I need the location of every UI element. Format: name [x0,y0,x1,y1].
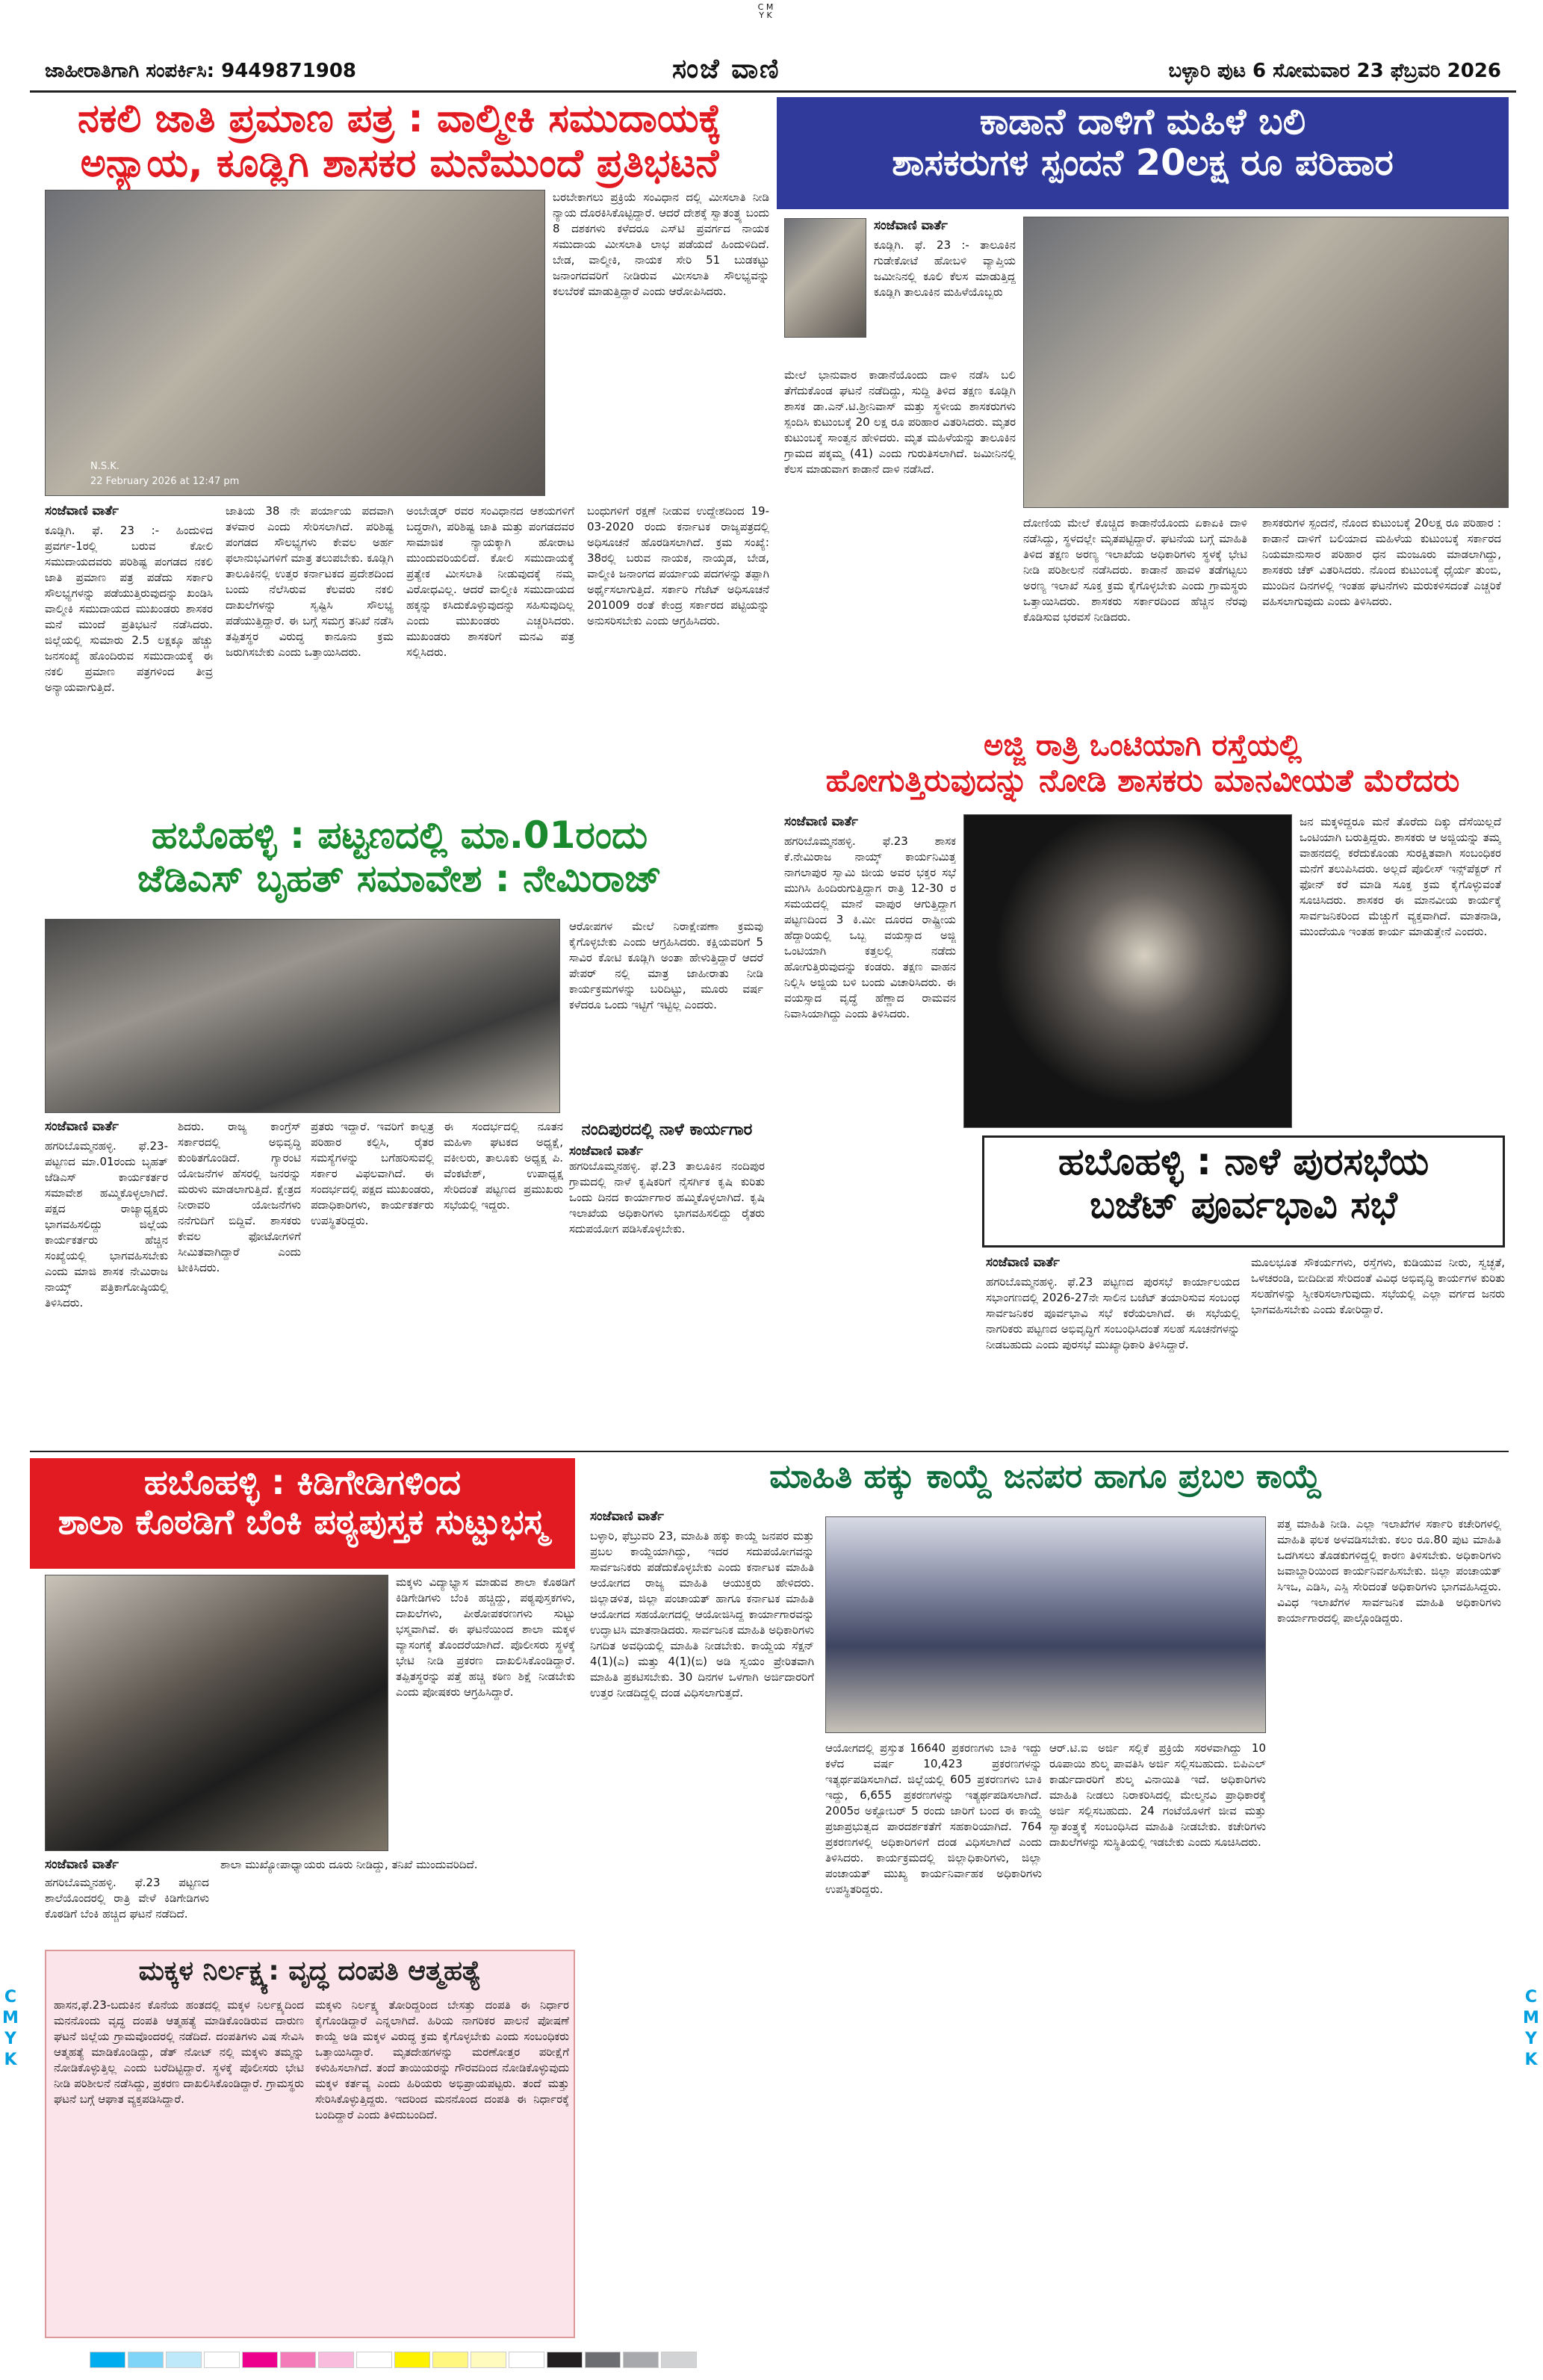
story2-headline-line1: ಕಾಡಾನೆ ದಾಳಿಗೆ ಮಹಿಳೆ ಬಲಿ [979,101,1306,143]
story6-headline-line2: ಬಜೆಟ್ ಪೂರ್ವಭಾವಿ ಸಭೆ [1090,1183,1397,1227]
story7-headline-line2: ಶಾಲಾ ಕೊಠಡಿಗೆ ಬೆಂಕಿ ಪಠ್ಯಪುಸ್ತಕ ಸುಟ್ಟುಭಸ್ಮ [58,1501,547,1542]
story8-text-col3: ಆರ್.ಟಿ.ಐ ಅರ್ಜಿ ಸಲ್ಲಿಕೆ ಪ್ರಕ್ರಿಯೆ ಸರಳವಾಗಿದ್ದು 10 ರೂಪಾಯಿ ಶುಲ್ಕ ಪಾವತಿಸಿ ಅರ್ಜಿ ಸಲ್ಲಿಸಬಹುದು. ಬಿಪಿಎಲ್ ಕಾರ್ಡುದಾರರಿಗೆ ಶುಲ್ಕ ವಿನಾಯಿತಿ ಇದೆ. ಅಧಿಕಾರಿಗಳು ಮಾಹಿತಿ ನೀಡಲು ನಿರಾಕರಿಸಿದಲ್ಲಿ ಮೇಲ್ಮನವಿ ಪ್ರಾಧಿಕಾರಕ್ಕೆ ಅರ್ಜಿ ಸಲ್ಲಿಸಬಹುದು. 24 ಗಂಟೆಯೊಳಗೆ ಜೀವ ಮತ್ತು ಸ್ವಾತಂತ್ರ್ಯಕ್ಕೆ ಸಂಬಂಧಿಸಿದ ಮಾಹಿತಿ ನೀಡಬೇಕು. ಕಚೇರಿಗಳು ದಾಖಲೆಗಳನ್ನು ಸುಸ್ಥಿತಿಯಲ್ಲಿ ಇಡಬೇಕು ಎಂದು ಸೂಚಿಸಿದರು. [1049,1741,1266,1849]
color-swatch [661,2352,697,2368]
story6-headline-box [982,1135,1505,1248]
color-swatch [623,2352,659,2368]
masthead [30,54,1516,93]
story2-photo [1023,217,1509,508]
story9-box [45,1950,575,2338]
color-calibration-bar [90,2350,702,2370]
color-swatch [356,2352,392,2368]
story1-headline-line1: ನಕಲಿ ಜಾತಿ ಪ್ರಮಾಣ ಪತ್ರ : ವಾಲ್ಮೀಕಿ ಸಮುದಾಯಕ್ಕೆ [78,96,721,141]
story5-byline: ಸಂಜೆವಾಣಿ ವಾರ್ತೆ [569,1144,643,1159]
story4-text-right: ಆರೋಪಗಳ ಮೇಲೆ ನಿರಾಕ್ಷೇಪಣಾ ಕ್ರಮವು ಕೈಗೊಳ್ಳಬೇಕು ಎಂದು ಆಗ್ರಹಿಸಿದರು. ಕಕ್ಷಿಯವರಿಗೆ 5 ಸಾವಿರ ಕೋಟಿ ಕೂಡ್ಲಿಗಿ ಅಂತಾ ಹೇಳುತ್ತಿದ್ದಾರೆ ಆದರೆ ಪೇಪರ್ ನಲ್ಲಿ ಮಾತ್ರ ಜಾಹೀರಾತು ನೀಡಿ ಕಾರ್ಯಕ್ರಮಗಳನ್ನು ಬರಿದಿಟ್ಟು, ಮೂರು ವರ್ಷ ಕಳೆದರೂ ಒಂದು ಇಟ್ಟಿಗೆ ಇಟ್ಟಿಲ್ಲ ಎಂದರು. [569,920,763,1011]
story4-byline: ಸಂಜೆವಾಣಿ ವಾರ್ತೆ [45,1119,119,1134]
story8-text-col2: ಆಯೋಗದಲ್ಲಿ ಪ್ರಸ್ತುತ 16640 ಪ್ರಕರಣಗಳು ಬಾಕಿ ಇದ್ದು ಕಳೆದ ವರ್ಷ 10,423 ಪ್ರಕರಣಗಳನ್ನು ಇತ್ಯರ್ಥಪಡಿಸಲಾಗಿದೆ. ಜಿಲ್ಲೆಯಲ್ಲಿ 605 ಪ್ರಕರಣಗಳು ಬಾಕಿ ಇದ್ದು, 6,655 ಪ್ರಕರಣಗಳನ್ನು ಇತ್ಯರ್ಥಪಡಿಸಲಾಗಿದೆ. 2005ರ ಅಕ್ಟೋಬರ್ 5 ರಂದು ಜಾರಿಗೆ ಬಂದ ಈ ಕಾಯ್ದೆ ಪ್ರಜಾಪ್ರಭುತ್ವದ ಪಾರದರ್ಶಕತೆಗೆ ಸಹಕಾರಿಯಾಗಿದೆ. 764 ಪ್ರಕರಣಗಳಲ್ಲಿ ಅಧಿಕಾರಿಗಳಿಗೆ ದಂಡ ವಿಧಿಸಲಾಗಿದೆ ಎಂದು ತಿಳಿಸಿದರು. ಕಾರ್ಯಕ್ರಮದಲ್ಲಿ ಜಿಲ್ಲಾಧಿಕಾರಿಗಳು, ಜಿಲ್ಲಾ ಪಂಚಾಯತ್ ಮುಖ್ಯ ಕಾರ್ಯನಿರ್ವಾಹಕ ಅಧಿಕಾರಿಗಳು ಉಪಸ್ಥಿತರಿದ್ದರು. [825,1741,1042,1896]
story3-headline-line1: ಅಜ್ಜಿ ರಾತ್ರಿ ಒಂಟಿಯಾಗಿ ರಸ್ತೆಯಲ್ಲಿ [984,728,1302,763]
story5-headline: ನಂದಿಪುರದಲ್ಲಿ ನಾಳೆ ಕಾರ್ಯಗಾರ [581,1121,753,1139]
story2-text-top: ಕೂಡ್ಲಿಗಿ. ಫೆ. 23 :- ತಾಲೂಕಿನ ಗುಡೇಕೋಟೆ ಹೋಬಳಿ ವ್ಯಾಪ್ತಿಯ ಜಮೀನಿನಲ್ಲಿ ಕೂಲಿ ಕೆಲಸ ಮಾಡುತ್ತಿದ್ದ ಕೂಡ್ಲಿಗಿ ತಾಲೂಕಿನ ಮಹಿಳೆಯೊಬ್ಬರು [874,238,1016,299]
story7-headline-line1: ಹಬೊಹಳ್ಳಿ : ಕಿಡಿಗೇಡಿಗಳಿಂದ [143,1462,462,1502]
story4-text-col4: ಈ ಸಂದರ್ಭದಲ್ಲಿ ನೂತನ ಮಹಿಳಾ ಘಟಕದ ಅಧ್ಯಕ್ಷೆ, ವಕೀಲರು, ತಾಲೂಕು ಅಧ್ಯಕ್ಷ ಪಿ. ವೆಂಕಟೇಶ್, ಉಪಾಧ್ಯಕ್ಷ ಸೇರಿದಂತೆ ಪಟ್ಟಣದ ಪ್ರಮುಖರು ಸಭೆಯಲ್ಲಿ ಇದ್ದರು. [444,1120,563,1212]
story4-headline-line1: ಹಬೊಹಳ್ಳಿ : ಪಟ್ಟಣದಲ್ಲಿ ಮಾ.01ರಂದು [151,814,648,857]
story4-text-col1: ಹಗರಿಬೊಮ್ಮನಹಳ್ಳಿ. ಫೆ.23- ಪಟ್ಟಣದ ಮಾ.01ರಂದು ಬೃಹತ್ ಜೆಡಿಎಸ್ ಕಾರ್ಯಕರ್ತರ ಸಮಾವೇಶ ಹಮ್ಮಿಕೊಳ್ಳಲಾಗಿದೆ. ಪಕ್ಷದ ರಾಜ್ಯಾಧ್ಯಕ್ಷರು ಭಾಗವಹಿಸಲಿದ್ದು ಜಿಲ್ಲೆಯ ಕಾರ್ಯಕರ್ತರು ಹೆಚ್ಚಿನ ಸಂಖ್ಯೆಯಲ್ಲಿ ಭಾಗವಹಿಸಬೇಕು ಎಂದು ಮಾಜಿ ಶಾಸಕ ನೇಮಿರಾಜ ನಾಯ್ಕ್ ಪತ್ರಿಕಾಗೋಷ್ಠಿಯಲ್ಲಿ ತಿಳಿಸಿದರು. [45,1139,168,1310]
story6-text-col1: ಹಗರಿಬೊಮ್ಮನಹಳ್ಳಿ. ಫೆ.23 ಪಟ್ಟಣದ ಪುರಸಭೆ ಕಾರ್ಯಾಲಯದ ಸಭಾಂಗಣದಲ್ಲಿ 2026-27ನೇ ಸಾಲಿನ ಬಜೆಟ್ ತಯಾರಿಸುವ ಸಂಬಂಧ ಸಾರ್ವಜನಿಕರ ಪೂರ್ವಭಾವಿ ಸಭೆ ಕರೆಯಲಾಗಿದೆ. ಈ ಸಭೆಯಲ್ಲಿ ನಾಗರಿಕರು ಪಟ್ಟಣದ ಅಭಿವೃದ್ಧಿಗೆ ಸಂಬಂಧಿಸಿದಂತೆ ಸಲಹೆ ಸೂಚನೆಗಳನ್ನು ನೀಡಬಹುದು ಎಂದು ಪುರಸಭೆ ಮುಖ್ಯಾಧಿಕಾರಿ ತಿಳಿಸಿದ್ದಾರೆ. [986,1275,1240,1351]
story9-headline: ಮಕ್ಕಳ ನಿರ್ಲಕ್ಷ್ಯ: ವೃದ್ಧ ದಂಪತಿ ಆತ್ಮಹತ್ಯೆ [138,1956,482,1986]
story1-photo-caption1: N.S.K. [90,461,119,472]
color-swatch [90,2352,125,2368]
story4-text-col2: ಶಿದರು. ರಾಜ್ಯ ಕಾಂಗ್ರೆಸ್ ಸರ್ಕಾರದಲ್ಲಿ ಅಭಿವೃದ್ಧಿ ಕುಂಠಿತಗೊಂಡಿದೆ. ಗ್ಯಾರಂಟಿ ಯೋಜನೆಗಳ ಹೆಸರಲ್ಲಿ ಜನರನ್ನು ಮರುಳು ಮಾಡಲಾಗುತ್ತಿದೆ. ಕ್ಷೇತ್ರದ ನೀರಾವರಿ ಯೋಜನೆಗಳು ನನೆಗುದಿಗೆ ಬಿದ್ದಿವೆ. ಶಾಸಕರು ಕೇವಲ ಫೋಟೋಗಳಿಗೆ ಸೀಮಿತವಾಗಿದ್ದಾರೆ ಎಂದು ಟೀಕಿಸಿದರು. [178,1120,301,1274]
story3-byline: ಸಂಜೆವಾಣಿ ವಾರ್ತೆ [784,814,858,829]
story1-text-col4: ಬಂಧುಗಳಿಗೆ ರಕ್ಷಣೆ ನೀಡುವ ಉದ್ದೇಶದಿಂದ 19-03-2020 ರಂದು ಕರ್ನಾಟಕ ರಾಜ್ಯಪತ್ರದಲ್ಲಿ ಅಧಿಸೂಚನೆ ಹೊರಡಿಸಲಾಗಿದೆ. ಕ್ರಮ ಸಂಖ್ಯೆ: 38ರಲ್ಲಿ ಬರುವ ನಾಯಕ, ನಾಯ್ಕಡ, ಬೇಡ, ವಾಲ್ಮೀಕಿ ಜನಾಂಗದ ಪರ್ಯಾಯ ಪದಗಳನ್ನು ತಪ್ಪಾಗಿ ಅರ್ಥೈಸಲಾಗುತ್ತಿದೆ. ಸರ್ಕಾರಿ ಗೆಜೆಟ್ ಅಧಿಸೂಚನೆ 201009 ರಂತೆ ಕೇಂದ್ರ ಸರ್ಕಾರದ ಪಟ್ಟಿಯನ್ನು ಅನುಸರಿಸಬೇಕು ಎಂದು ಆಗ್ರಹಿಸಿದರು. [587,504,769,627]
color-swatch [280,2352,316,2368]
story1-text-right: ಬರಬೇಕಾಗಲು ಪ್ರಕ್ರಿಯೆ ಸಂವಿಧಾನ ದಲ್ಲಿ ಮೀಸಲಾತಿ ನೀಡಿ ನ್ಯಾಯ ದೊರಕಿಸಿಕೊಟ್ಟಿದ್ದಾರೆ. ಆದರೆ ದೇಶಕ್ಕೆ ಸ್ವಾತಂತ್ರ್ಯ ಬಂದು 8 ದಶಕಗಳು ಕಳೆದರೂ ಎಸ್‌ಟಿ ಪ್ರವರ್ಗದ ನಾಯಕ ಸಮುದಾಯ ಮೀಸಲಾತಿ ಲಾಭ ಪಡೆಯದೆ ಹಿಂದುಳಿದಿದೆ. ಬೇಡ, ವಾಲ್ಮೀಕಿ, ನಾಯಕ ಸೇರಿ 51 ಬುಡಕಟ್ಟು ಜನಾಂಗದವರಿಗೆ ನೀಡಿರುವ ಮೀಸಲಾತಿ ಸೌಲಭ್ಯವನ್ನು ಕಲಬೆರಕೆ ಮಾಡುತ್ತಿದ್ದಾರೆ ಎಂದು ಆರೋಪಿಸಿದರು. [553,190,769,298]
registration-mark-left: C M Y K [2,1988,19,2069]
story1-photo [45,190,545,496]
story2-text-col2: ದೋಣಿಯ ಮೇಲೆ ಕೊಚ್ಚಿದ ಕಾಡಾನೆಯೊಂದು ಏಕಾಏಕಿ ದಾಳಿ ನಡೆಸಿದ್ದು, ಸ್ಥಳದಲ್ಲೇ ಮೃತಪಟ್ಟಿದ್ದಾರೆ. ಘಟನೆಯ ಬಗ್ಗೆ ಮಾಹಿತಿ ತಿಳಿದ ತಕ್ಷಣ ಅರಣ್ಯ ಇಲಾಖೆಯ ಅಧಿಕಾರಿಗಳು ಸ್ಥಳಕ್ಕೆ ಭೇಟಿ ನೀಡಿ ಪರಿಶೀಲನೆ ನಡೆಸಿದರು. ಕಾಡಾನೆ ಹಾವಳಿ ತಡೆಗಟ್ಟಲು ಅರಣ್ಯ ಇಲಾಖೆ ಸೂಕ್ತ ಕ್ರಮ ಕೈಗೊಳ್ಳಬೇಕು ಎಂದು ಗ್ರಾಮಸ್ಥರು ಒತ್ತಾಯಿಸಿದರು. ಶಾಸಕರು ಸರ್ಕಾರದಿಂದ ಹೆಚ್ಚಿನ ನೆರವು ಕೊಡಿಸುವ ಭರವಸೆ ನೀಡಿದರು. [1023,516,1247,624]
story1-byline: ಸಂಜೆವಾಣಿ ವಾರ್ತೆ [45,503,119,518]
color-swatch [242,2352,278,2368]
color-swatch [547,2352,583,2368]
story7-text-col1: ಹಗರಿಬೊಮ್ಮನಹಳ್ಳಿ. ಫೆ.23 ಪಟ್ಟಣದ ಶಾಲೆಯೊಂದರಲ್ಲಿ ರಾತ್ರಿ ವೇಳೆ ಕಿಡಿಗೇಡಿಗಳು ಕೊಠಡಿಗೆ ಬೆಂಕಿ ಹಚ್ಚಿದ ಘಟನೆ ನಡೆದಿದೆ. [45,1876,209,1921]
story3-text-col2: ಜನ ಮಕ್ಕಳಿದ್ದರೂ ಮನೆ ತೊರೆದು ದಿಕ್ಕು ದೆಸೆಯಿಲ್ಲದೆ ಒಂಟಿಯಾಗಿ ಬರುತ್ತಿದ್ದರು. ಶಾಸಕರು ಆ ಅಜ್ಜಿಯನ್ನು ತಮ್ಮ ವಾಹನದಲ್ಲಿ ಕರೆದುಕೊಂಡು ಸುರಕ್ಷಿತವಾಗಿ ಸಂಬಂಧಿಕರ ಮನೆಗೆ ತಲುಪಿಸಿದರು. ಅಲ್ಲದೆ ಪೊಲೀಸ್ ಇನ್ಸ್‌ಪೆಕ್ಟರ್ ಗೆ ಫೋನ್ ಕರೆ ಮಾಡಿ ಸೂಕ್ತ ಕ್ರಮ ಕೈಗೊಳ್ಳುವಂತೆ ಸೂಚಿಸಿದರು. ಶಾಸಕರ ಈ ಮಾನವೀಯ ಕಾರ್ಯಕ್ಕೆ ಸಾರ್ವಜನಿಕರಿಂದ ಮೆಚ್ಚುಗೆ ವ್ಯಕ್ತವಾಗಿದೆ. ಮಾತನಾಡಿ, ಮುಂದೆಯೂ ಇಂತಹ ಕಾರ್ಯ ಮಾಡುತ್ತೇನೆ ಎಂದರು. [1300,815,1501,938]
color-swatch [394,2352,430,2368]
story8-text-col4: ಪತ್ತ ಮಾಹಿತಿ ನೀಡಿ. ಎಲ್ಲಾ ಇಲಾಖೆಗಳ ಸರ್ಕಾರಿ ಕಚೇರಿಗಳಲ್ಲಿ ಮಾಹಿತಿ ಫಲಕ ಅಳವಡಿಸಬೇಕು. ಕಲಂ ರೂ.80 ಪುಟ ಮಾಹಿತಿ ಒದಗಿಸಲು ತೊಡಕುಗಳಿದ್ದಲ್ಲಿ ಕಾರಣ ತಿಳಿಸಬೇಕು. ಅಧಿಕಾರಿಗಳು ಜವಾಬ್ದಾರಿಯಿಂದ ಕಾರ್ಯನಿರ್ವಹಿಸಬೇಕು. ಜಿಲ್ಲಾ ಪಂಚಾಯತ್ ಸಿಇಒ, ಎಡಿಸಿ, ಎಸ್ಪಿ ಸೇರಿದಂತೆ ಅಧಿಕಾರಿಗಳು ಭಾಗವಹಿಸಿದ್ದರು. ವಿವಿಧ ಇಲಾಖೆಗಳ ಸಾರ್ವಜನಿಕ ಮಾಹಿತಿ ಅಧಿಕಾರಿಗಳು ಕಾರ್ಯಾಗಾರದಲ್ಲಿ ಪಾಲ್ಗೊಂಡಿದ್ದರು. [1277,1517,1501,1625]
story4-photo [45,919,560,1113]
story3-headline-block [777,728,1509,811]
story5-block [569,1121,765,1442]
story8-byline: ಸಂಜೆವಾಣಿ ವಾರ್ತೆ [590,1509,664,1524]
story2-victim-photo [784,218,866,338]
story1-text-col2: ಜಾತಿಯ 38 ನೇ ಪರ್ಯಾಯ ಪದವಾಗಿ ತಳವಾರ ಎಂದು ಸೇರಿಸಲಾಗಿದೆ. ಪರಿಶಿಷ್ಟ ಪಂಗಡದ ಸೌಲಭ್ಯಗಳು ಕೇವಲ ಅರ್ಹ ಫಲಾನುಭವಿಗಳಿಗೆ ಮಾತ್ರ ತಲುಪಬೇಕು. ಕೂಡ್ಲಿಗಿ ತಾಲೂಕಿನಲ್ಲಿ ಉತ್ತರ ಕರ್ನಾಟಕದ ಪ್ರದೇಶದಿಂದ ಬಂದು ನೆಲೆಸಿರುವ ಕೆಲವರು ನಕಲಿ ದಾಖಲೆಗಳನ್ನು ಸೃಷ್ಟಿಸಿ ಸೌಲಭ್ಯ ಪಡೆಯುತ್ತಿದ್ದಾರೆ. ಈ ಬಗ್ಗೆ ಸಮಗ್ರ ತನಿಖೆ ನಡೆಸಿ ತಪ್ಪಿತಸ್ಥರ ವಿರುದ್ಧ ಕಾನೂನು ಕ್ರಮ ಜರುಗಿಸಬೇಕು ಎಂದು ಒತ್ತಾಯಿಸಿದರು. [226,504,394,659]
story8-headline-block [583,1458,1509,1503]
story4-text-col3: ಪ್ರತರು ಇದ್ದಾರೆ. ಇವರಿಗೆ ಕಾಲ್ಪತ್ರ ಪರಿಹಾರ ಕಲ್ಪಿಸಿ, ರೈತರ ಸಮಸ್ಯೆಗಳನ್ನು ಬಗೆಹರಿಸುವಲ್ಲಿ ಸರ್ಕಾರ ವಿಫಲವಾಗಿದೆ. ಈ ಸಂದರ್ಭದಲ್ಲಿ ಪಕ್ಷದ ಮುಖಂಡರು, ಪದಾಧಿಕಾರಿಗಳು, ಕಾರ್ಯಕರ್ತರು ಉಪಸ್ಥಿತರಿದ್ದರು. [311,1120,434,1227]
story7-headline-box [30,1458,575,1569]
registration-mark-right: C M Y K [1523,1988,1539,2069]
story4-headline-block [30,814,769,911]
story7-photo [45,1575,388,1851]
edition-info: ಬಳ್ಳಾರಿ ಪುಟ 6 ಸೋಮವಾರ 23 ಫೆಬ್ರವರಿ 2026 [1168,60,1501,82]
story-fake-caste-certificate [30,97,769,844]
story2-byline: ಸಂಜೆವಾಣಿ ವಾರ್ತೆ [874,218,948,233]
story2-headline-box [777,97,1509,209]
story8-photo [825,1516,1266,1733]
story1-text-col3: ಅಂಬೇಡ್ಕರ್ ರವರ ಸಂವಿಧಾನದ ಆಶಯಗಳಿಗೆ ಬದ್ಧರಾಗಿ, ಪರಿಶಿಷ್ಟ ಜಾತಿ ಮತ್ತು ಪಂಗಡದವರ ಸಾಮಾಜಿಕ ನ್ಯಾಯಕ್ಕಾಗಿ ಹೋರಾಟ ಮುಂದುವರಿಯಲಿದೆ. ಕೋಲಿ ಸಮುದಾಯಕ್ಕೆ ಪ್ರತ್ಯೇಕ ಮೀಸಲಾತಿ ನೀಡುವುದಕ್ಕೆ ನಮ್ಮ ವಿರೋಧವಿಲ್ಲ. ಆದರೆ ವಾಲ್ಮೀಕಿ ಸಮುದಾಯದ ಹಕ್ಕನ್ನು ಕಸಿದುಕೊಳ್ಳುವುದನ್ನು ಸಹಿಸುವುದಿಲ್ಲ ಎಂದು ಮುಖಂಡರು ಎಚ್ಚರಿಸಿದರು. ಮುಖಂಡರು ಶಾಸಕರಿಗೆ ಮನವಿ ಪತ್ರ ಸಲ್ಲಿಸಿದರು. [406,504,574,659]
color-swatch [204,2352,240,2368]
story9-text-col1: ಹಾಸನ,ಫೆ.23-ಬದುಕಿನ ಕೊನೆಯ ಹಂತದಲ್ಲಿ ಮಕ್ಕಳ ನಿರ್ಲಕ್ಷ್ಯದಿಂದ ಮನನೊಂದು ವೃದ್ಧ ದಂಪತಿ ಆತ್ಮಹತ್ಯೆ ಮಾಡಿಕೊಂಡಿರುವ ದಾರುಣ ಘಟನೆ ಜಿಲ್ಲೆಯ ಗ್ರಾಮವೊಂದರಲ್ಲಿ ನಡೆದಿದೆ. ದಂಪತಿಗಳು ವಿಷ ಸೇವಿಸಿ ಆತ್ಮಹತ್ಯೆ ಮಾಡಿಕೊಂಡಿದ್ದು, ಡೆತ್ ನೋಟ್ ನಲ್ಲಿ ಮಕ್ಕಳು ತಮ್ಮನ್ನು ನೋಡಿಕೊಳ್ಳುತ್ತಿಲ್ಲ ಎಂದು ಬರೆದಿಟ್ಟಿದ್ದಾರೆ. ಸ್ಥಳಕ್ಕೆ ಪೊಲೀಸರು ಭೇಟಿ ನೀಡಿ ಪರಿಶೀಲನೆ ನಡೆಸಿದ್ದು, ಪ್ರಕರಣ ದಾಖಲಿಸಿಕೊಂಡಿದ್ದಾರೆ. ಗ್ರಾಮಸ್ಥರು ಘಟನೆ ಬಗ್ಗೆ ಆಘಾತ ವ್ಯಕ್ತಪಡಿಸಿದ್ದಾರೆ. [54,1998,304,2106]
color-swatch [471,2352,506,2368]
section-divider [30,1451,1509,1452]
story1-text-col1: ಕೂಡ್ಲಿಗಿ. ಫೆ. 23 :- ಹಿಂದುಳಿದ ಪ್ರವರ್ಗ-1ರಲ್ಲಿ ಬರುವ ಕೋಲಿ ಸಮುದಾಯದವರು ಪರಿಶಿಷ್ಟ ಪಂಗಡದ ನಕಲಿ ಜಾತಿ ಪ್ರಮಾಣ ಪತ್ರ ಪಡೆದು ಸರ್ಕಾರಿ ಸೌಲಭ್ಯಗಳನ್ನು ಪಡೆಯುತ್ತಿರುವುದನ್ನು ಖಂಡಿಸಿ ವಾಲ್ಮೀಕಿ ಸಮುದಾಯದ ಮುಖಂಡರು ಶಾಸಕರ ಮನೆ ಮುಂದೆ ಪ್ರತಿಭಟನೆ ನಡೆಸಿದರು. ಜಿಲ್ಲೆಯಲ್ಲಿ ಸುಮಾರು 2.5 ಲಕ್ಷಕ್ಕೂ ಹೆಚ್ಚು ಜನಸಂಖ್ಯೆ ಹೊಂದಿರುವ ಸಮುದಾಯಕ್ಕೆ ಈ ನಕಲಿ ಪ್ರಮಾಣ ಪತ್ರಗಳಿಂದ ತೀವ್ರ ಅನ್ಯಾಯವಾಗುತ್ತಿದೆ. [45,524,213,694]
color-swatch [509,2352,544,2368]
color-swatch [432,2352,468,2368]
story1-photo-caption2: 22 February 2026 at 12:47 pm [90,476,240,487]
story8-headline: ಮಾಹಿತಿ ಹಕ್ಕು ಕಾಯ್ದೆ ಜನಪರ ಹಾಗೂ ಪ್ರಬಲ ಕಾಯ್ದೆ [769,1457,1322,1496]
ad-contact: ಜಾಹೀರಾತಿಗಾಗಿ ಸಂಪರ್ಕಿಸಿ: 9449871908 [45,60,357,82]
registration-mark-top: C M Y K [757,2,774,20]
story7-text-col2: ಶಾಲಾ ಮುಖ್ಯೋಪಾಧ್ಯಾಯರು ದೂರು ನೀಡಿದ್ದು, ತನಿಖೆ ಮುಂದುವರಿದಿದೆ. [220,1858,478,1871]
story2-text-col1: ಮೇಲೆ ಭಾನುವಾರ ಕಾಡಾನೆಯೊಂದು ದಾಳಿ ನಡೆಸಿ ಬಲಿ ತೆಗೆದುಕೊಂಡ ಘಟನೆ ನಡೆದಿದ್ದು, ಸುದ್ದಿ ತಿಳಿದ ತಕ್ಷಣ ಕೂಡ್ಲಿಗಿ ಶಾಸಕ ಡಾ.ಎನ್.ಟಿ.ಶ್ರೀನಿವಾಸ್ ಮತ್ತು ಸ್ಥಳೀಯ ಶಾಸಕರುಗಳು ಸ್ಪಂದಿಸಿ ಕುಟುಂಬಕ್ಕೆ 20 ಲಕ್ಷ ರೂ ಪರಿಹಾರ ವಿತರಿಸಿದರು. ಮೃತರ ಕುಟುಂಬಕ್ಕೆ ಸಾಂತ್ವನ ಹೇಳಿದರು. ಮೃತ ಮಹಿಳೆಯನ್ನು ತಾಲೂಕಿನ ಗ್ರಾಮದ ಪಕ್ಕಮ್ಮ (41) ಎಂದು ಗುರುತಿಸಲಾಗಿದೆ. ಜಮೀನಿನಲ್ಲಿ ಕೆಲಸ ಮಾಡುವಾಗ ಕಾಡಾನೆ ದಾಳಿ ನಡೆಸಿದೆ. [784,368,1016,476]
story5-text: ಹಗರಿಬೊಮ್ಮನಹಳ್ಳಿ. ಫೆ.23 ತಾಲೂಕಿನ ನಂದಿಪುರ ಗ್ರಾಮದಲ್ಲಿ ನಾಳೆ ಕೃಷಿಕರಿಗೆ ನೈಸರ್ಗಿಕ ಕೃಷಿ ಕುರಿತು ಒಂದು ದಿನದ ಕಾರ್ಯಾಗಾರ ಹಮ್ಮಿಕೊಳ್ಳಲಾಗಿದೆ. ಕೃಷಿ ಇಲಾಖೆಯ ಅಧಿಕಾರಿಗಳು ಭಾಗವಹಿಸಲಿದ್ದು ರೈತರು ಸದುಪಯೋಗ ಪಡಿಸಿಕೊಳ್ಳಬೇಕು. [569,1159,765,1236]
story1-headline-line2: ಅನ್ಯಾಯ, ಕೂಡ್ಲಿಗಿ ಶಾಸಕರ ಮನೆಮುಂದೆ ಪ್ರತಿಭಟನೆ [80,140,719,186]
story2-text-col3: ಶಾಸಕರುಗಳ ಸ್ಪಂದನೆ, ನೊಂದ ಕುಟುಂಬಕ್ಕೆ 20ಲಕ್ಷ ರೂ ಪರಿಹಾರ : ಕಾಡಾನೆ ದಾಳಿಗೆ ಬಲಿಯಾದ ಮಹಿಳೆಯ ಕುಟುಂಬಕ್ಕೆ ಸರ್ಕಾರದ ನಿಯಮಾನುಸಾರ ಪರಿಹಾರ ಧನ ಮಂಜೂರು ಮಾಡಲಾಗಿದ್ದು, ಶಾಸಕರು ಚೆಕ್ ವಿತರಿಸಿದರು. ನೊಂದ ಕುಟುಂಬಕ್ಕೆ ಧೈರ್ಯ ತುಂಬಿ, ಮುಂದಿನ ದಿನಗಳಲ್ಲಿ ಇಂತಹ ಘಟನೆಗಳು ಮರುಕಳಿಸದಂತೆ ಎಚ್ಚರಿಕೆ ವಹಿಸಲಾಗುವುದು ಎಂದು ತಿಳಿಸಿದರು. [1262,516,1501,608]
story7-text-right: ಮಕ್ಕಳು ವಿದ್ಯಾಭ್ಯಾಸ ಮಾಡುವ ಶಾಲಾ ಕೊಠಡಿಗೆ ಕಿಡಿಗೇಡಿಗಳು ಬೆಂಕಿ ಹಚ್ಚಿದ್ದು, ಪಠ್ಯಪುಸ್ತಕಗಳು, ದಾಖಲೆಗಳು, ಪೀಠೋಪಕರಣಗಳು ಸುಟ್ಟು ಭಸ್ಮವಾಗಿವೆ. ಈ ಘಟನೆಯಿಂದ ಶಾಲಾ ಮಕ್ಕಳ ವ್ಯಾಸಂಗಕ್ಕೆ ತೊಂದರೆಯಾಗಿದೆ. ಪೊಲೀಸರು ಸ್ಥಳಕ್ಕೆ ಭೇಟಿ ನೀಡಿ ಪ್ರಕರಣ ದಾಖಲಿಸಿಕೊಂಡಿದ್ದಾರೆ. ತಪ್ಪಿತಸ್ಥರನ್ನು ಪತ್ತೆ ಹಚ್ಚಿ ಕಠಿಣ ಶಿಕ್ಷೆ ನೀಡಬೇಕು ಎಂದು ಪೋಷಕರು ಆಗ್ರಹಿಸಿದ್ದಾರೆ. [396,1575,575,1699]
newspaper-logo: ಸಂಜೆ ವಾಣಿ [672,54,780,84]
story8-text-col1: ಬಳ್ಳಾರಿ, ಫೆಬ್ರುವರಿ 23, ಮಾಹಿತಿ ಹಕ್ಕು ಕಾಯ್ದೆ ಜನಪರ ಮತ್ತು ಪ್ರಬಲ ಕಾಯ್ದೆಯಾಗಿದ್ದು, ಇದರ ಸದುಪಯೋಗವನ್ನು ಸಾರ್ವಜನಿಕರು ಪಡೆದುಕೊಳ್ಳಬೇಕು ಎಂದು ಕರ್ನಾಟಕ ಮಾಹಿತಿ ಆಯೋಗದ ರಾಜ್ಯ ಮಾಹಿತಿ ಆಯುಕ್ತರು ಹೇಳಿದರು. ಜಿಲ್ಲಾಡಳಿತ, ಜಿಲ್ಲಾ ಪಂಚಾಯತ್ ಹಾಗೂ ಕರ್ನಾಟಕ ಮಾಹಿತಿ ಆಯೋಗದ ಸಹಯೋಗದಲ್ಲಿ ಆಯೋಜಿಸಿದ್ದ ಕಾರ್ಯಾಗಾರವನ್ನು ಉದ್ಘಾಟಿಸಿ ಮಾತನಾಡಿದರು. ಸಾರ್ವಜನಿಕ ಮಾಹಿತಿ ಅಧಿಕಾರಿಗಳು ನಿಗದಿತ ಅವಧಿಯಲ್ಲಿ ಮಾಹಿತಿ ನೀಡಬೇಕು. ಕಾಯ್ದೆಯ ಸೆಕ್ಷನ್ 4(1)(ಎ) ಮತ್ತು 4(1)(ಬಿ) ಅಡಿ ಸ್ವಯಂ ಪ್ರೇರಿತವಾಗಿ ಮಾಹಿತಿ ಪ್ರಕಟಿಸಬೇಕು. 30 ದಿನಗಳ ಒಳಗಾಗಿ ಅರ್ಜಿದಾರರಿಗೆ ಉತ್ತರ ನೀಡದಿದ್ದಲ್ಲಿ ದಂಡ ವಿಧಿಸಲಾಗುತ್ತದೆ. [590,1529,814,1699]
story6-text-col2: ಮೂಲಭೂತ ಸೌಕರ್ಯಗಳು, ರಸ್ತೆಗಳು, ಕುಡಿಯುವ ನೀರು, ಸ್ವಚ್ಛತೆ, ಒಳಚರಂಡಿ, ಬೀದಿದೀಪ ಸೇರಿದಂತೆ ವಿವಿಧ ಅಭಿವೃದ್ಧಿ ಕಾರ್ಯಗಳ ಕುರಿತು ಸಲಹೆಗಳನ್ನು ಸ್ವೀಕರಿಸಲಾಗುವುದು. ಸಭೆಯಲ್ಲಿ ಎಲ್ಲಾ ವರ್ಗದ ಜನರು ಭಾಗವಹಿಸಬೇಕು ಎಂದು ಕೋರಿದ್ದಾರೆ. [1251,1256,1505,1316]
story6-headline-line1: ಹಬೊಹಳ್ಳಿ : ನಾಳೆ ಪುರಸಭೆಯ [1058,1140,1429,1183]
color-swatch [318,2352,354,2368]
story3-photo [963,814,1292,1128]
story7-byline: ಸಂಜೆವಾಣಿ ವಾರ್ತೆ [45,1857,119,1872]
story3-headline-line2: ಹೋಗುತ್ತಿರುವುದನ್ನು ನೋಡಿ ಶಾಸಕರು ಮಾನವೀಯತೆ ಮೆರೆದರು [825,762,1460,799]
story2-headline-line2: ಶಾಸಕರುಗಳ ಸ್ಪಂದನೆ 20ಲಕ್ಷ ರೂ ಪರಿಹಾರ [892,142,1394,185]
story4-headline-line2: ಜೆಡಿಎಸ್ ಬೃಹತ್ ಸಮಾವೇಶ : ನೇಮಿರಾಜ್ [137,856,662,900]
color-swatch [166,2352,202,2368]
story3-text-col1: ಹಗರಿಬೊಮ್ಮನಹಳ್ಳಿ. ಫೆ.23 ಶಾಸಕ ಕೆ.ನೇಮಿರಾಜ ನಾಯ್ಕ್ ಕಾರ್ಯನಿಮಿತ್ತ ನಾಗಲಾಪುರ ಸ್ವಾಮಿ ಜೀಯ ಅವರ ಭಕ್ತರ ಸಭೆ ಮುಗಿಸಿ ಹಿಂದಿರುಗುತ್ತಿದ್ದಾಗ ರಾತ್ರಿ 12-30 ರ ಸಮಯದಲ್ಲಿ ಮಾನೆ ವಾಪುರ ಆಗುತ್ತಿದ್ದಾಗ ಪಟ್ಟಣದಿಂದ 3 ಕಿ.ಮೀ ದೂರದ ರಾಷ್ಟ್ರೀಯ ಹೆದ್ದಾರಿಯಲ್ಲಿ ಒಬ್ಬ ವಯಸ್ಸಾದ ಅಜ್ಜಿ ಒಂಟಿಯಾಗಿ ಕತ್ತಲಲ್ಲಿ ನಡೆದು ಹೋಗುತ್ತಿರುವುದನ್ನು ಕಂಡರು. ತಕ್ಷಣ ವಾಹನ ನಿಲ್ಲಿಸಿ ಅಜ್ಜಿಯ ಬಳಿ ಬಂದು ವಿಚಾರಿಸಿದರು. ಈ ವಯಸ್ಸಾದ ವೃದ್ಧೆ ಹೆಣ್ಣಾದ ರಾಮವನ ನಿವಾಸಿಯಾಗಿದ್ದು ಎಂದು ತಿಳಿಸಿದರು. [784,834,956,1020]
color-swatch [585,2352,621,2368]
story9-text-col2: ಮಕ್ಕಳು ನಿರ್ಲಕ್ಷ್ಯ ತೋರಿದ್ದರಿಂದ ಬೇಸತ್ತು ದಂಪತಿ ಈ ನಿರ್ಧಾರ ಕೈಗೊಂಡಿದ್ದಾರೆ ಎನ್ನಲಾಗಿದೆ. ಹಿರಿಯ ನಾಗರಿಕರ ಪಾಲನೆ ಪೋಷಣೆ ಕಾಯ್ದೆ ಅಡಿ ಮಕ್ಕಳ ವಿರುದ್ಧ ಕ್ರಮ ಕೈಗೊಳ್ಳಬೇಕು ಎಂದು ಸಂಬಂಧಿಕರು ಒತ್ತಾಯಿಸಿದ್ದಾರೆ. ಮೃತದೇಹಗಳನ್ನು ಮರಣೋತ್ತರ ಪರೀಕ್ಷೆಗೆ ಕಳುಹಿಸಲಾಗಿದೆ. ತಂದೆ ತಾಯಿಯರನ್ನು ಗೌರವದಿಂದ ನೋಡಿಕೊಳ್ಳುವುದು ಮಕ್ಕಳ ಕರ್ತವ್ಯ ಎಂದು ಹಿರಿಯರು ಅಭಿಪ್ರಾಯಪಟ್ಟರು. ತಂದೆ ಮತ್ತು ಸೇರಿಸಿಕೊಳ್ಳುತ್ತಿದ್ದರು. ಇದರಿಂದ ಮನನೊಂದ ದಂಪತಿ ಈ ನಿರ್ಧಾರಕ್ಕೆ ಬಂದಿದ್ದಾರೆ ಎಂದು ತಿಳಿದುಬಂದಿದೆ. [315,1998,569,2122]
color-swatch [128,2352,164,2368]
story6-byline: ಸಂಜೆವಾಣಿ ವಾರ್ತೆ [986,1255,1060,1270]
